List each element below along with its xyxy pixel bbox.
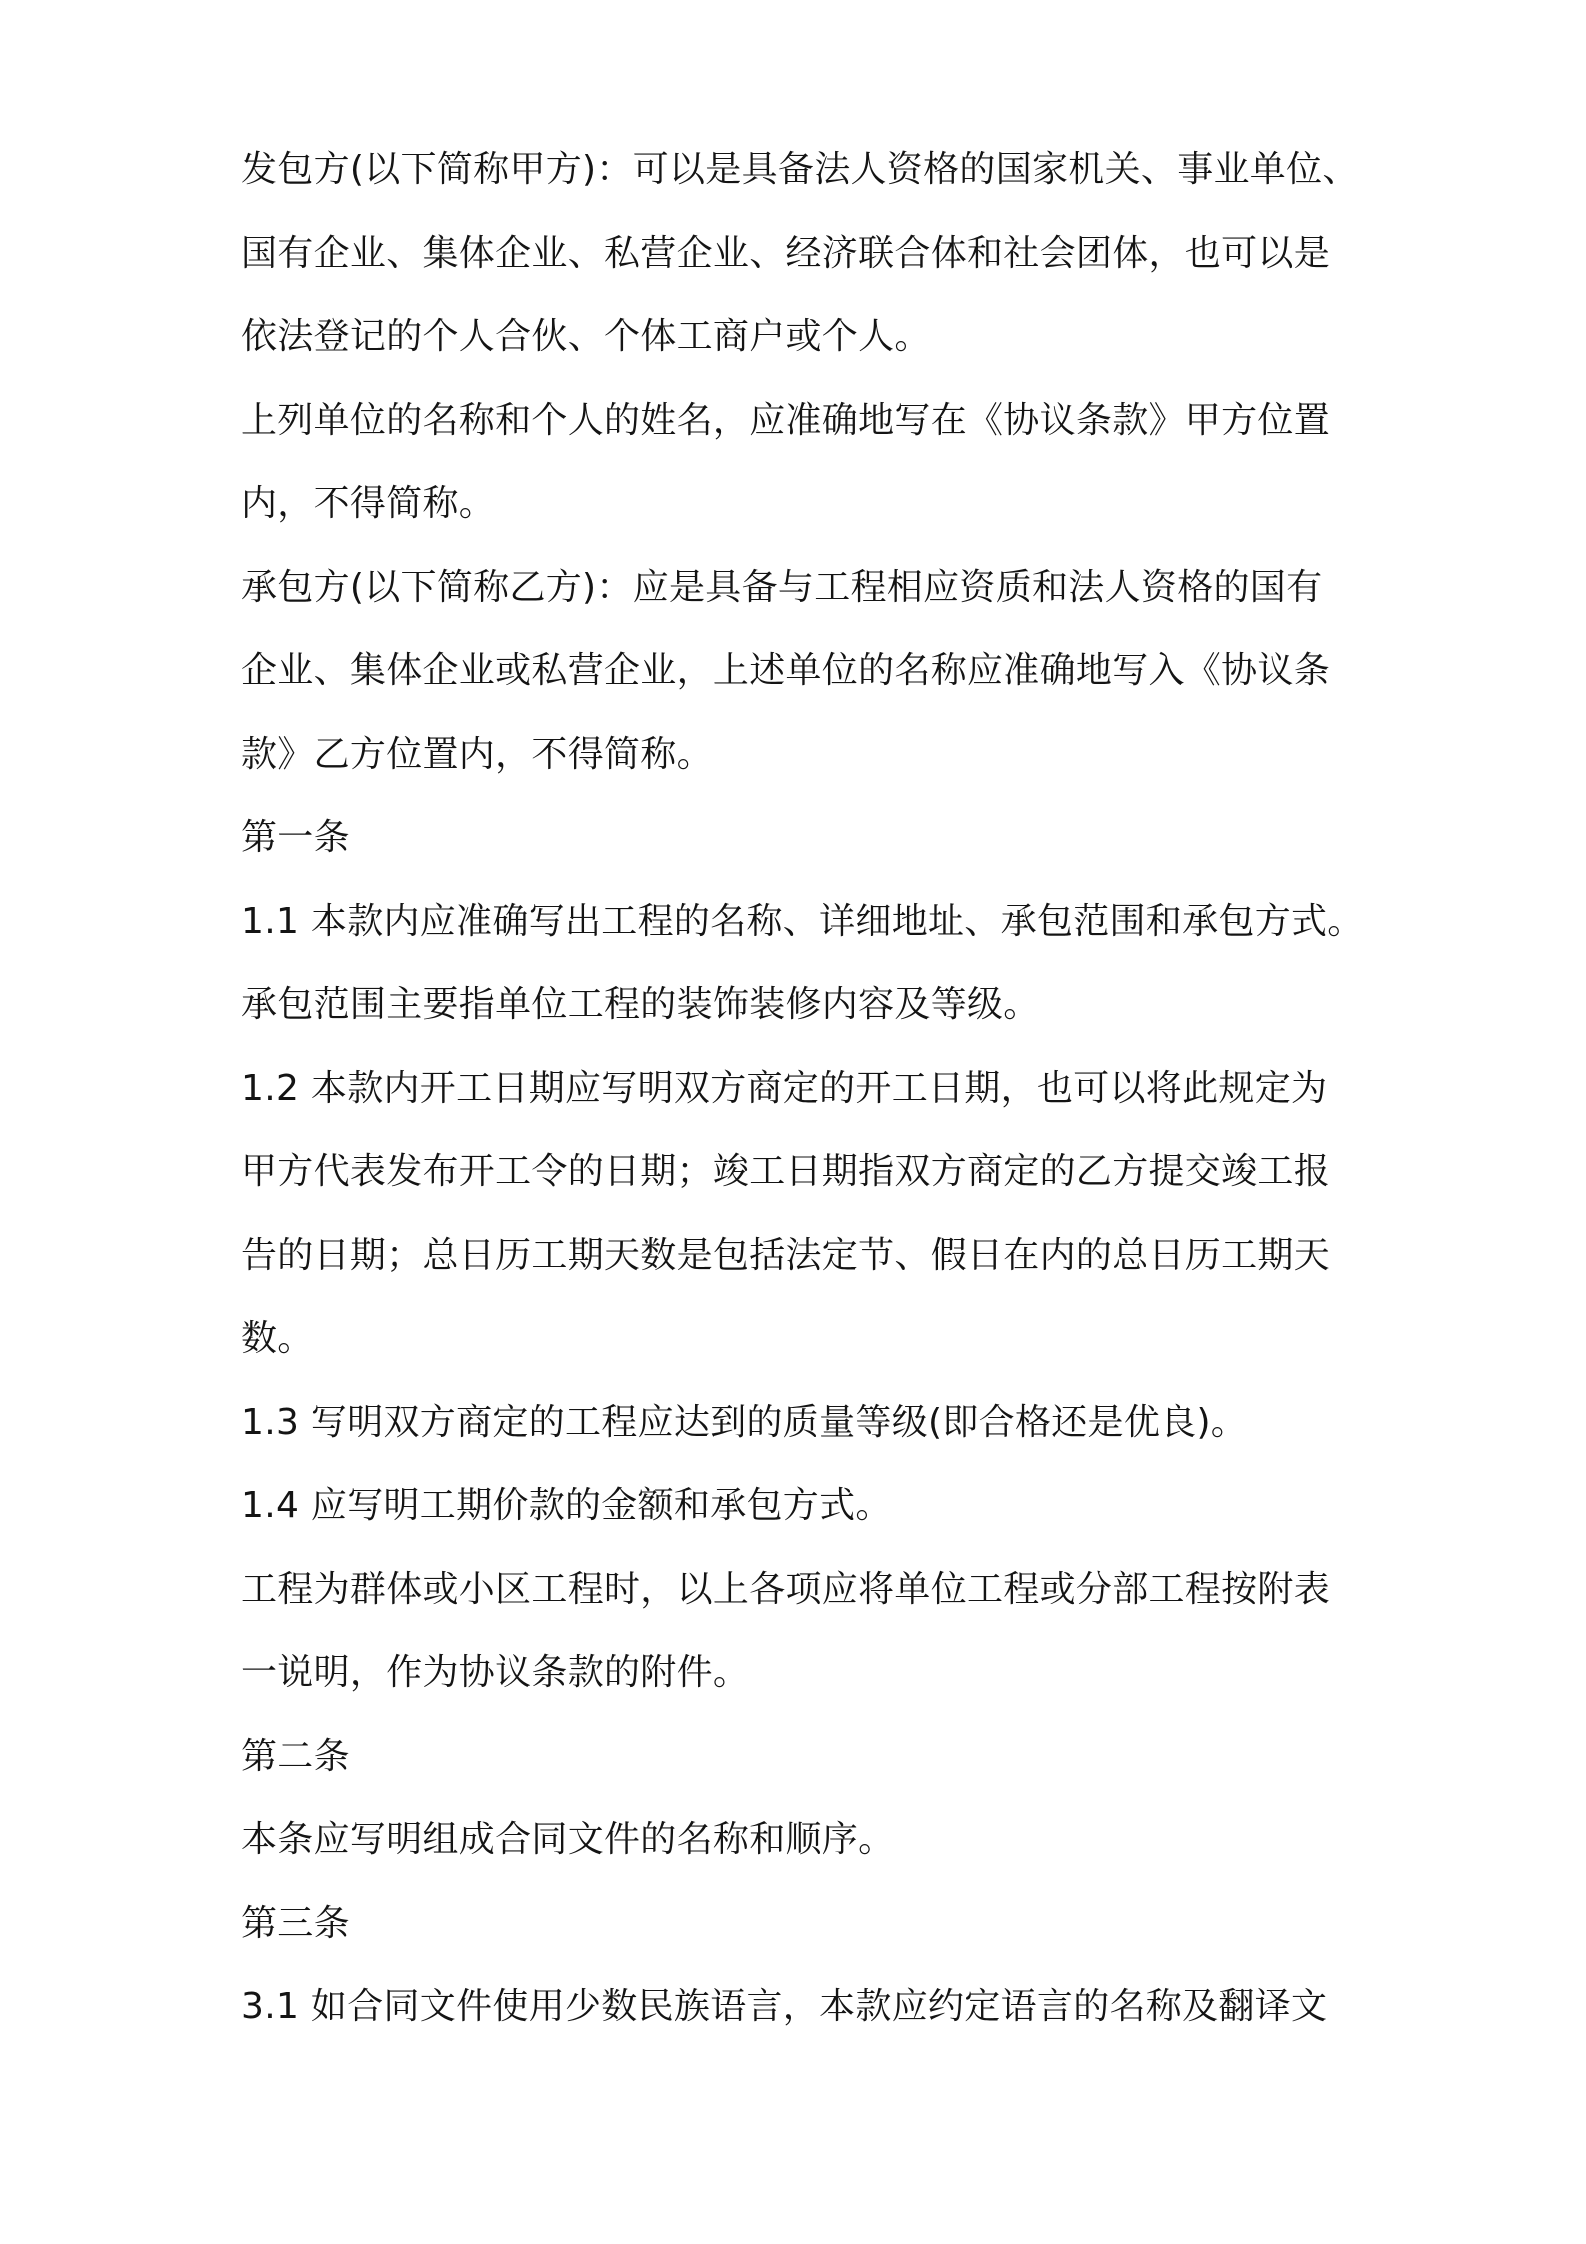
text-line: 国有企业、集体企业、私营企业、经济联合体和社会团体，也可以是 bbox=[241, 232, 1331, 274]
section-heading: 第三条 bbox=[241, 1902, 350, 1944]
text-line: 款》乙方位置内，不得简称。 bbox=[241, 733, 713, 775]
text-line: 承包方(以下简称乙方)：应是具备与工程相应资质和法人资格的国有 bbox=[241, 566, 1323, 608]
section-heading: 第二条 bbox=[241, 1735, 350, 1777]
text-line: 甲方代表发布开工令的日期；竣工日期指双方商定的乙方提交竣工报 bbox=[241, 1151, 1331, 1192]
text-line: 发包方(以下简称甲方)：可以是具备法人资格的国家机关、事业单位、 bbox=[241, 149, 1359, 190]
text-line: 1.2 本款内开工日期应写明双方商定的开工日期，也可以将此规定为 bbox=[241, 1067, 1328, 1109]
section-heading: 第一条 bbox=[241, 817, 350, 858]
text-line: 3.1 如合同文件使用少数民族语言，本款应约定语言的名称及翻译文 bbox=[241, 1986, 1328, 2027]
text-line: 1.1 本款内应准确写出工程的名称、详细地址、承包范围和承包方式。 bbox=[241, 900, 1364, 942]
text-line: 上列单位的名称和个人的姓名，应准确地写在《协议条款》甲方位置 bbox=[241, 399, 1331, 441]
text-line: 工程为群体或小区工程时，以上各项应将单位工程或分部工程按附表 bbox=[241, 1568, 1331, 1610]
text-line: 企业、集体企业或私营企业，上述单位的名称应准确地写入《协议条 bbox=[241, 650, 1331, 691]
text-line: 1.4 应写明工期价款的金额和承包方式。 bbox=[241, 1485, 892, 1526]
text-line: 1.3 写明双方商定的工程应达到的质量等级(即合格还是优良)。 bbox=[241, 1401, 1248, 1443]
text-line: 一说明，作为协议条款的附件。 bbox=[241, 1652, 750, 1693]
text-line: 告的日期；总日历工期天数是包括法定节、假日在内的总日历工期天 bbox=[241, 1234, 1331, 1276]
text-line: 内，不得简称。 bbox=[241, 483, 496, 524]
text-line: 数。 bbox=[241, 1318, 314, 1359]
text-line: 依法登记的个人合伙、个体工商户或个人。 bbox=[241, 316, 931, 357]
text-line: 本条应写明组成合同文件的名称和顺序。 bbox=[241, 1819, 895, 1860]
document-body bbox=[241, 128, 1364, 2049]
text-line: 承包范围主要指单位工程的装饰装修内容及等级。 bbox=[241, 984, 1040, 1025]
